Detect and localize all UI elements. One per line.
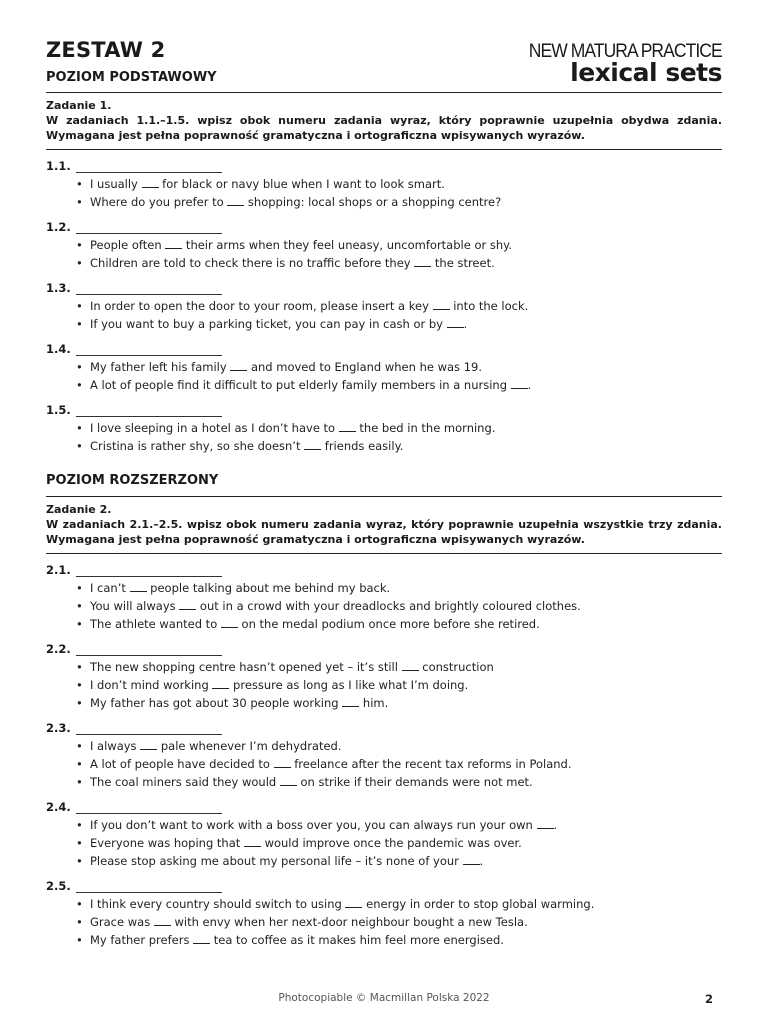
exercise-item [46,220,722,272]
task2-instructions: W zadaniach 2.1.–2.5. wpisz obok numeru zadania wyraz, który poprawnie uzupełnia wszystkie trzy zdania. Wymagana jest pełna poprawność gramatyczna i ortograficzna wpisywanych wyrazów. [46,518,722,546]
item-number: 2.5. [46,879,71,893]
item-number-row [46,800,722,814]
exercise-item [46,642,722,712]
sentence-text-before: My father prefers [90,933,194,947]
item-number-row [46,403,722,417]
sentence-text-before: I can’t [90,581,130,595]
sentence [76,579,722,597]
header [46,36,722,92]
sentence-text-before: I love sleeping in a hotel as I don’t have to [90,421,339,435]
gap-blank [304,439,321,450]
gap-blank [130,581,147,592]
sentence [76,175,722,193]
sentence [76,895,722,913]
sentence-text-after: him. [359,696,389,710]
answer-line[interactable] [76,801,222,814]
exercise-item [46,721,722,791]
gap-blank [227,195,244,206]
sentence [76,193,722,211]
sentence [76,358,722,376]
gap-blank [463,854,480,865]
sentence [76,419,722,437]
gap-blank [511,378,528,389]
sentence-text-before: If you want to buy a parking ticket, you can pay in cash or by [90,317,447,331]
task1-items [46,159,722,455]
sentence-list [46,358,722,394]
sentence-text-before: The new shopping centre hasn’t opened yet – it’s still [90,660,402,674]
sentence [76,236,722,254]
sentence-text-before: Children are told to check there is no traffic before they [90,256,415,270]
sentence-text-after: on the medal podium once more before she retired. [237,617,540,631]
item-number-row [46,721,722,735]
sentence-list [46,236,722,272]
gap-blank [402,660,419,671]
gap-blank [339,421,356,432]
exercise-item [46,159,722,211]
sentence-text-after: pale whenever I’m dehydrated. [157,739,342,753]
item-number: 1.1. [46,159,71,173]
sentence-text-after: shopping: local shops or a shopping centre? [244,195,502,209]
sentence-text-after: construction [418,660,494,674]
sentence [76,315,722,333]
sentence-text-after: . [553,818,558,832]
gap-blank [154,915,171,926]
sentence [76,852,722,870]
sentence-text-after: energy in order to stop global warming. [362,897,595,911]
sentence-text-after: into the lock. [449,299,529,313]
exercise-item [46,281,722,333]
set-title: ZESTAW 2 [46,38,166,62]
sentence-text-before: Where do you prefer to [90,195,228,209]
gap-blank [447,317,464,328]
sentence [76,437,722,455]
sentence-text-after: freelance after the recent tax reforms in Poland. [290,757,572,771]
item-number: 2.1. [46,563,71,577]
sentence-text-after: . [527,378,532,392]
sentence-list [46,419,722,455]
task1-instructions: W zadaniach 1.1.–1.5. wpisz obok numeru zadania wyraz, który poprawnie uzupełnia obydwa zdania. Wymagana jest pełna poprawność gramatyczna i ortograficzna wpisywanych wyrazów. [46,114,722,142]
item-number: 1.4. [46,342,71,356]
sentence-text-before: My father has got about 30 people working [90,696,343,710]
sentence-list [46,297,722,333]
item-number: 1.5. [46,403,71,417]
item-number: 1.3. [46,281,71,295]
sentence-text-after: . [479,854,484,868]
sentence-text-after: . [463,317,468,331]
gap-blank [345,897,362,908]
gap-blank [193,933,210,944]
sentence-text-before: Everyone was hoping that [90,836,244,850]
gap-blank [230,360,247,371]
gap-blank [140,739,157,750]
sentence-text-before: I always [90,739,141,753]
sentence-text-after: and moved to England when he was 19. [247,360,482,374]
sentence [76,694,722,712]
answer-line[interactable] [76,282,222,295]
sentence-list [46,175,722,211]
sentence [76,376,722,394]
item-number-row [46,642,722,656]
task1-header [46,99,722,143]
sentence-text-after: friends easily. [321,439,404,453]
answer-line[interactable] [76,643,222,656]
item-number-row [46,220,722,234]
answer-line[interactable] [76,343,222,356]
brand-line-1: NEW MATURA PRACTICE [529,41,722,62]
sentence-text-after: would improve once the pandemic was over. [260,836,522,850]
answer-line[interactable] [76,564,222,577]
section2-divider [46,496,722,497]
sentence-text-before: The coal miners said they would [90,775,280,789]
sentence [76,658,722,676]
sentence [76,254,722,272]
gap-blank [212,678,229,689]
worksheet-page [46,36,722,949]
brand-line-2: lexical sets [570,58,722,87]
sentence-text-after: for black or navy blue when I want to look smart. [158,177,445,191]
sentence-text-after: on strike if their demands were not met. [296,775,533,789]
item-number-row [46,281,722,295]
sentence-list [46,737,722,791]
level-basic-heading: POZIOM PODSTAWOWY [46,70,217,85]
task1-divider [46,149,722,150]
exercise-item [46,342,722,394]
sentence [76,297,722,315]
gap-blank [142,177,159,188]
gap-blank [342,696,359,707]
sentence [76,737,722,755]
gap-blank [414,256,431,267]
answer-line[interactable] [76,880,222,893]
exercise-item [46,800,722,870]
sentence-text-before: I usually [90,177,142,191]
item-number-row [46,159,722,173]
sentence [76,931,722,949]
sentence-text-before: You will always [90,599,180,613]
sentence-text-before: In order to open the door to your room, please insert a key [90,299,433,313]
sentence-list [46,816,722,870]
gap-blank [244,836,261,847]
sentence [76,676,722,694]
brand-logo [512,42,722,85]
sentence-text-before: Cristina is rather shy, so she doesn’t [90,439,305,453]
answer-line[interactable] [76,221,222,234]
gap-blank [537,818,554,829]
gap-blank [179,599,196,610]
answer-line[interactable] [76,404,222,417]
task2-title: Zadanie 2. [46,503,112,516]
item-number: 2.4. [46,800,71,814]
sentence-text-before: A lot of people find it difficult to put elderly family members in a nursing [90,378,511,392]
sentence [76,755,722,773]
task1-title: Zadanie 1. [46,99,112,112]
sentence-text-after: with envy when her next-door neighbour bought a new Tesla. [170,915,528,929]
sentence-text-after: the bed in the morning. [355,421,496,435]
sentence-list [46,895,722,949]
sentence [76,816,722,834]
sentence-text-after: pressure as long as I like what I’m doing. [229,678,469,692]
header-divider [46,92,722,93]
task2-header [46,503,722,547]
sentence-text-before: My father left his family [90,360,231,374]
item-number: 1.2. [46,220,71,234]
sentence-text-before: Grace was [90,915,154,929]
sentence [76,615,722,633]
sentence-text-after: their arms when they feel uneasy, uncomfortable or shy. [182,238,512,252]
sentence-text-before: A lot of people have decided to [90,757,274,771]
sentence-text-before: Please stop asking me about my personal life – it’s none of your [90,854,463,868]
sentence-text-after: the street. [431,256,495,270]
sentence [76,773,722,791]
sentence-list [46,579,722,633]
sentence-text-before: If you don’t want to work with a boss over you, you can always run your own [90,818,537,832]
sentence-text-before: The athlete wanted to [90,617,221,631]
gap-blank [280,775,297,786]
item-number: 2.2. [46,642,71,656]
answer-line[interactable] [76,160,222,173]
gap-blank [165,238,182,249]
sentence-text-after: tea to coffee as it makes him feel more energised. [210,933,504,947]
copyright-text: Photocopiable © Macmillan Polska 2022 [278,992,490,1004]
task2-divider [46,553,722,554]
page-number: 2 [704,992,713,1006]
gap-blank [433,299,450,310]
sentence-text-before: I don’t mind working [90,678,213,692]
exercise-item [46,879,722,949]
sentence-list [46,658,722,712]
sentence-text-before: People often [90,238,166,252]
exercise-item [46,403,722,455]
sentence-text-after: out in a crowd with your dreadlocks and brightly coloured clothes. [196,599,581,613]
sentence-text-before: I think every country should switch to using [90,897,346,911]
sentence [76,913,722,931]
sentence [76,597,722,615]
exercise-item [46,563,722,633]
sentence-text-after: people talking about me behind my back. [146,581,391,595]
item-number-row [46,563,722,577]
gap-blank [274,757,291,768]
answer-line[interactable] [76,722,222,735]
item-number-row [46,342,722,356]
gap-blank [221,617,238,628]
level-extended-heading: POZIOM ROZSZERZONY [46,473,219,488]
item-number-row [46,879,722,893]
item-number: 2.3. [46,721,71,735]
sentence [76,834,722,852]
task2-items [46,563,722,949]
